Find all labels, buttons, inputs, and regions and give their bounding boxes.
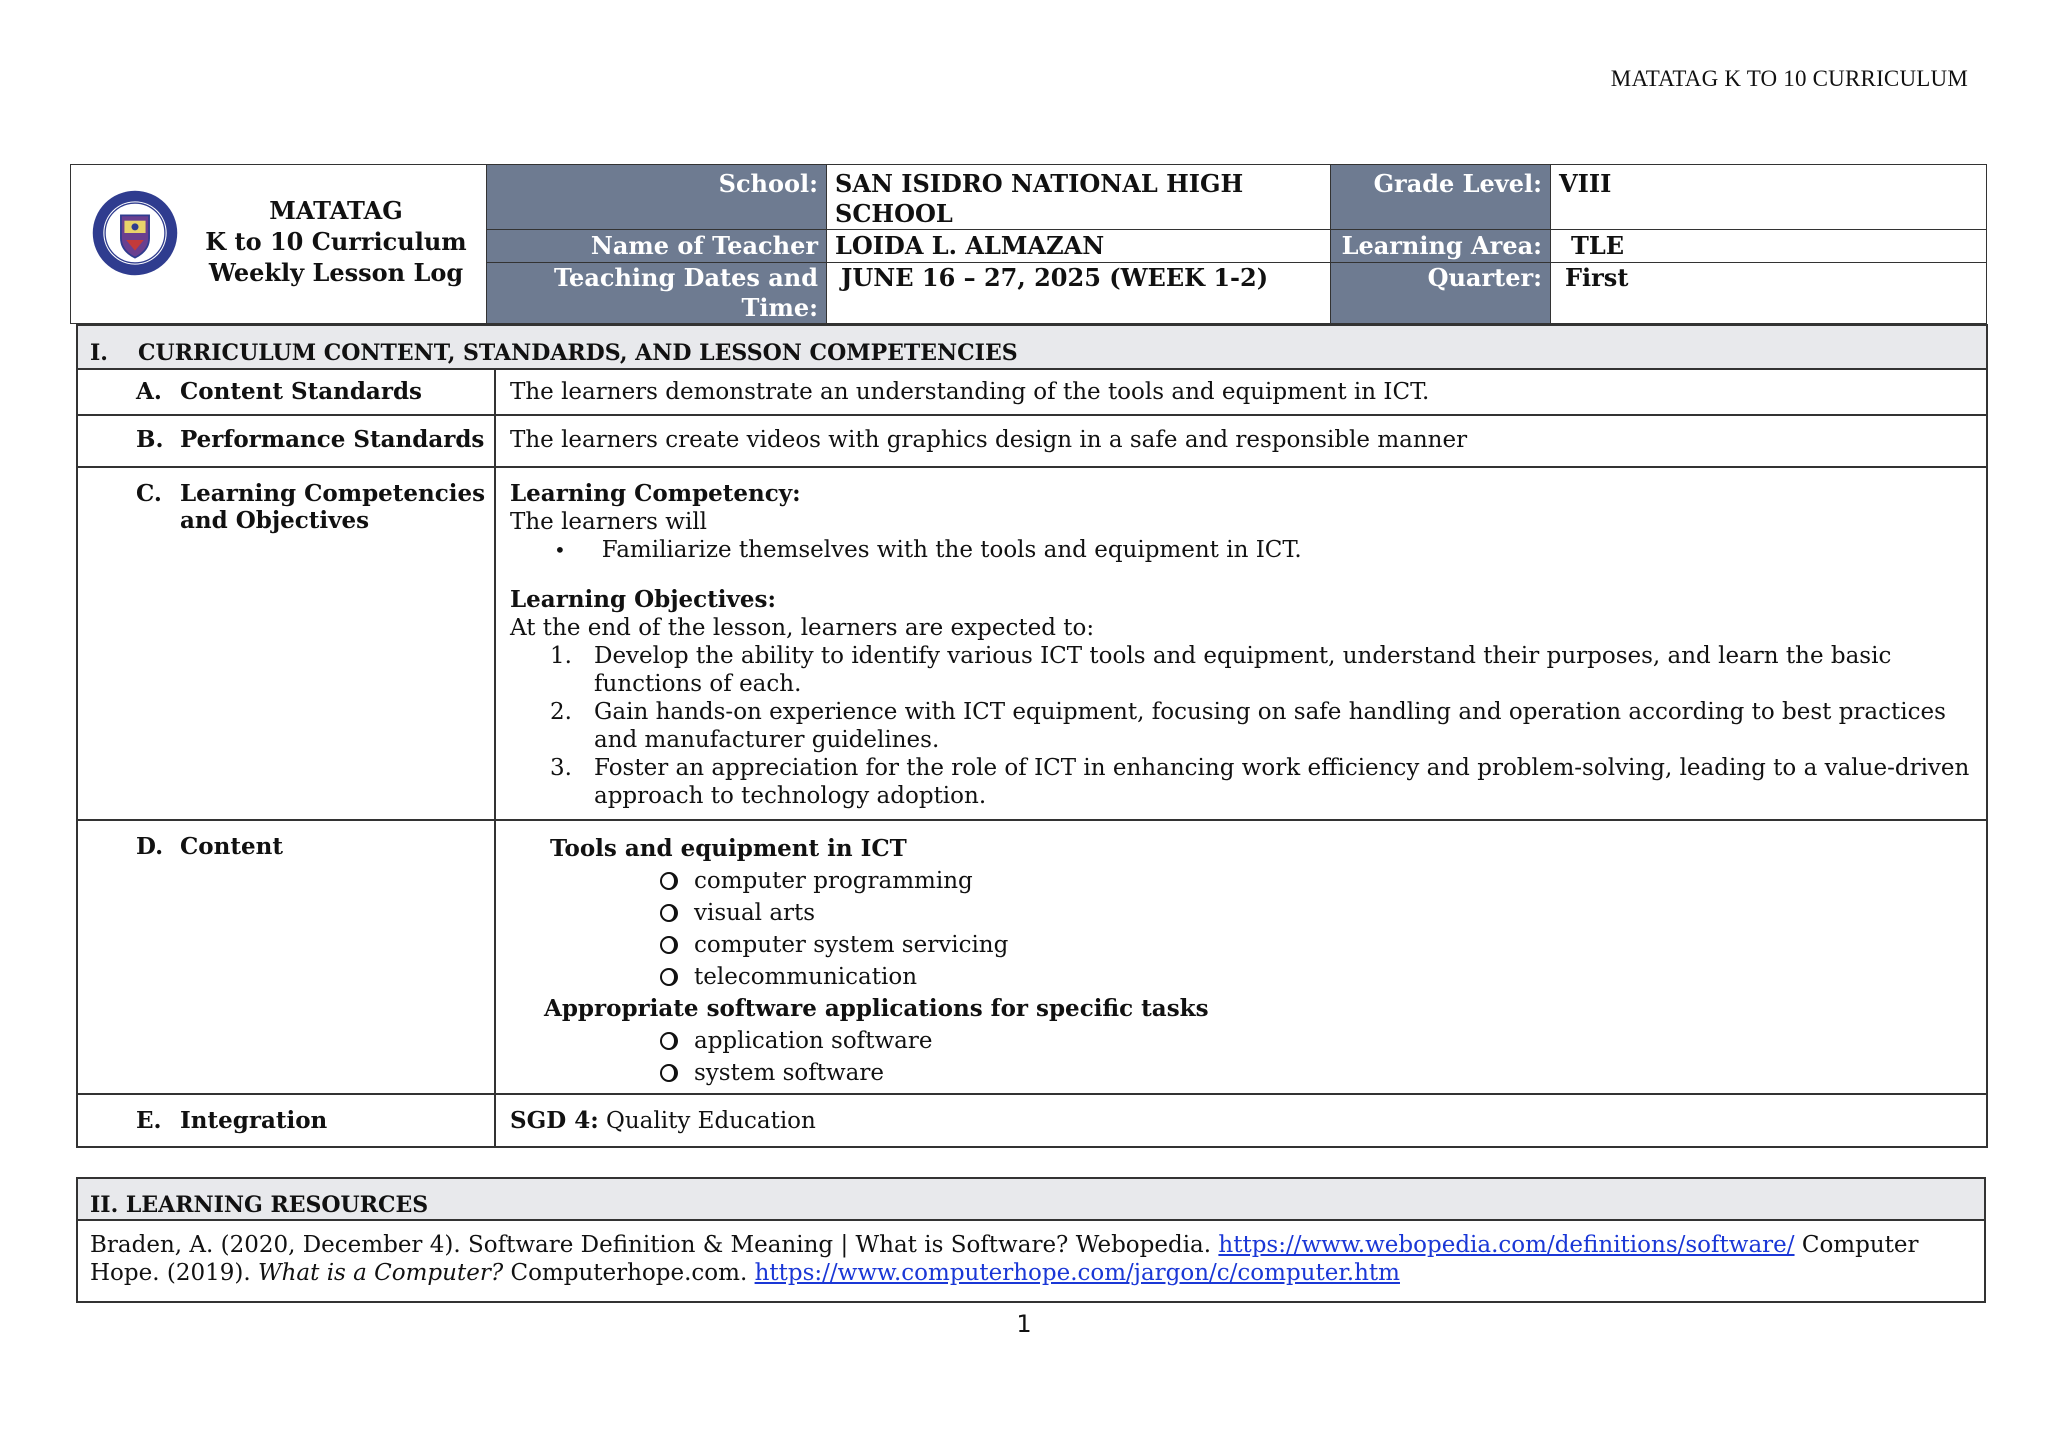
learning-area-label: Learning Area: xyxy=(1331,230,1551,263)
objective-text: Gain hands-on experience with ICT equipment, focusing on safe handling and operation according to best practices and manufacturer guidelines. xyxy=(594,699,1946,753)
reference-2-link[interactable]: https://www.computerhope.com/jargon/c/computer.htm xyxy=(754,1260,1400,1286)
header-logo-cell xyxy=(71,165,487,324)
performance-standards-row xyxy=(77,415,1987,467)
learning-area-value: TLE xyxy=(1551,230,1987,263)
log-title-line-1: MATATAG xyxy=(269,196,403,225)
content-list-text: system software xyxy=(694,1060,884,1086)
grade-level-label: Grade Level: xyxy=(1331,165,1551,230)
objective-item xyxy=(510,754,1972,810)
circle-bullet-icon xyxy=(660,1064,678,1082)
content-standards-text: The learners demonstrate an understanding of the tools and equipment in ICT. xyxy=(495,369,1987,415)
bullet-icon: • xyxy=(554,538,566,562)
content-body xyxy=(495,820,1987,1094)
content-list-text: computer programming xyxy=(694,868,973,894)
content-list-item xyxy=(550,897,1972,929)
section-1-heading xyxy=(77,325,1987,369)
row-a-letter: A. xyxy=(136,378,162,405)
content-list-text: application software xyxy=(694,1028,933,1054)
objective-number: 1. xyxy=(550,643,572,669)
section-1-title: CURRICULUM CONTENT, STANDARDS, AND LESSON COMPETENCIES xyxy=(138,340,1018,366)
competencies-row xyxy=(77,467,1987,820)
section-2-heading: II. LEARNING RESOURCES xyxy=(77,1178,1985,1220)
row-b-letter: B. xyxy=(136,426,164,453)
quarter-label: Quarter: xyxy=(1331,263,1551,324)
content-row xyxy=(77,820,1987,1094)
reference-2-source: Computerhope.com. xyxy=(510,1260,748,1286)
learning-competency-heading: Learning Competency: xyxy=(510,480,801,507)
integration-sdg-text: Quality Education xyxy=(606,1108,816,1134)
lesson-log-header-table xyxy=(70,164,1987,324)
page-number: 1 xyxy=(1016,1310,1032,1338)
content-list-text: telecommunication xyxy=(694,964,918,990)
objective-item xyxy=(510,698,1972,754)
integration-sdg-label: SGD 4: xyxy=(510,1107,599,1134)
performance-standards-label: Performance Standards xyxy=(180,426,485,453)
content-standards-label: Content Standards xyxy=(180,378,422,405)
competencies-body xyxy=(495,467,1987,820)
objective-item xyxy=(510,642,1972,698)
content-list-text: visual arts xyxy=(694,900,816,926)
circle-bullet-icon xyxy=(660,1032,678,1050)
reference-1-link[interactable]: https://www.webopedia.com/definitions/software/ xyxy=(1218,1232,1795,1258)
objective-number: 3. xyxy=(550,755,572,781)
objective-text: Foster an appreciation for the role of ICT in enhancing work efficiency and problem-solving, leading to a value-driven approach to technology adoption. xyxy=(594,755,1970,809)
circle-bullet-icon xyxy=(660,968,678,986)
integration-label: Integration xyxy=(180,1107,328,1134)
software-applications-heading: Appropriate software applications for specific tasks xyxy=(544,995,1209,1022)
integration-row xyxy=(77,1094,1987,1147)
content-list-item xyxy=(550,1025,1972,1057)
integration-body xyxy=(495,1094,1987,1147)
teaching-dates-label: Teaching Dates and Time: xyxy=(487,263,827,324)
content-list-item xyxy=(550,1057,1972,1089)
learning-resources-body xyxy=(77,1220,1985,1302)
row-e-letter: E. xyxy=(136,1107,162,1134)
circle-bullet-icon xyxy=(660,904,678,922)
learning-competency-bullet xyxy=(510,536,1972,564)
competencies-label-line-1: Learning Competencies xyxy=(180,480,486,507)
content-label: Content xyxy=(180,833,283,860)
log-title-line-3: Weekly Lesson Log xyxy=(208,258,464,287)
weekly-lesson-log-title xyxy=(201,195,471,288)
teacher-value: LOIDA L. ALMAZAN xyxy=(827,230,1331,263)
circle-bullet-icon xyxy=(660,936,678,954)
content-list-item xyxy=(550,961,1972,993)
content-list-item xyxy=(550,929,1972,961)
reference-2-text: Computer Hope. (2019). xyxy=(90,1232,1919,1286)
content-list-item xyxy=(550,865,1972,897)
learning-competency-intro: The learners will xyxy=(510,509,708,535)
objective-text: Develop the ability to identify various ICT tools and equipment, understand their purposes, and learn the basic functions of each. xyxy=(594,643,1892,697)
learning-competency-text: Familiarize themselves with the tools and equipment in ICT. xyxy=(601,537,1302,563)
tools-equipment-heading: Tools and equipment in ICT xyxy=(550,835,907,862)
curriculum-section-table xyxy=(76,324,1988,1148)
deped-seal-icon xyxy=(91,189,179,277)
teacher-label: Name of Teacher xyxy=(487,230,827,263)
row-d-letter: D. xyxy=(136,833,164,860)
quarter-value: First xyxy=(1551,263,1987,324)
performance-standards-text: The learners create videos with graphics design in a safe and responsible manner xyxy=(495,415,1987,467)
learning-objectives-intro: At the end of the lesson, learners are expected to: xyxy=(510,615,1095,641)
row-c-letter: C. xyxy=(136,480,162,507)
learning-objectives-heading: Learning Objectives: xyxy=(510,586,776,613)
section-1-number: I. xyxy=(90,340,108,366)
circle-bullet-icon xyxy=(660,872,678,890)
school-value: SAN ISIDRO NATIONAL HIGH SCHOOL xyxy=(827,165,1331,230)
competencies-label-line-2: and Objectives xyxy=(180,507,370,534)
objective-number: 2. xyxy=(550,699,572,725)
learning-resources-table xyxy=(76,1177,1986,1303)
running-header: MATATAG K TO 10 CURRICULUM xyxy=(1610,66,1968,91)
school-label: School: xyxy=(487,165,827,230)
log-title-line-2: K to 10 Curriculum xyxy=(205,227,467,256)
content-list-text: computer system servicing xyxy=(694,932,1009,958)
content-standards-row xyxy=(77,369,1987,415)
grade-level-value: VIII xyxy=(1551,165,1987,230)
reference-2-title: What is a Computer? xyxy=(257,1260,504,1286)
reference-1-text: Braden, A. (2020, December 4). Software Definition & Meaning | What is Software? Webopedia. xyxy=(90,1232,1212,1258)
teaching-dates-value: JUNE 16 – 27, 2025 (WEEK 1-2) xyxy=(827,263,1331,324)
